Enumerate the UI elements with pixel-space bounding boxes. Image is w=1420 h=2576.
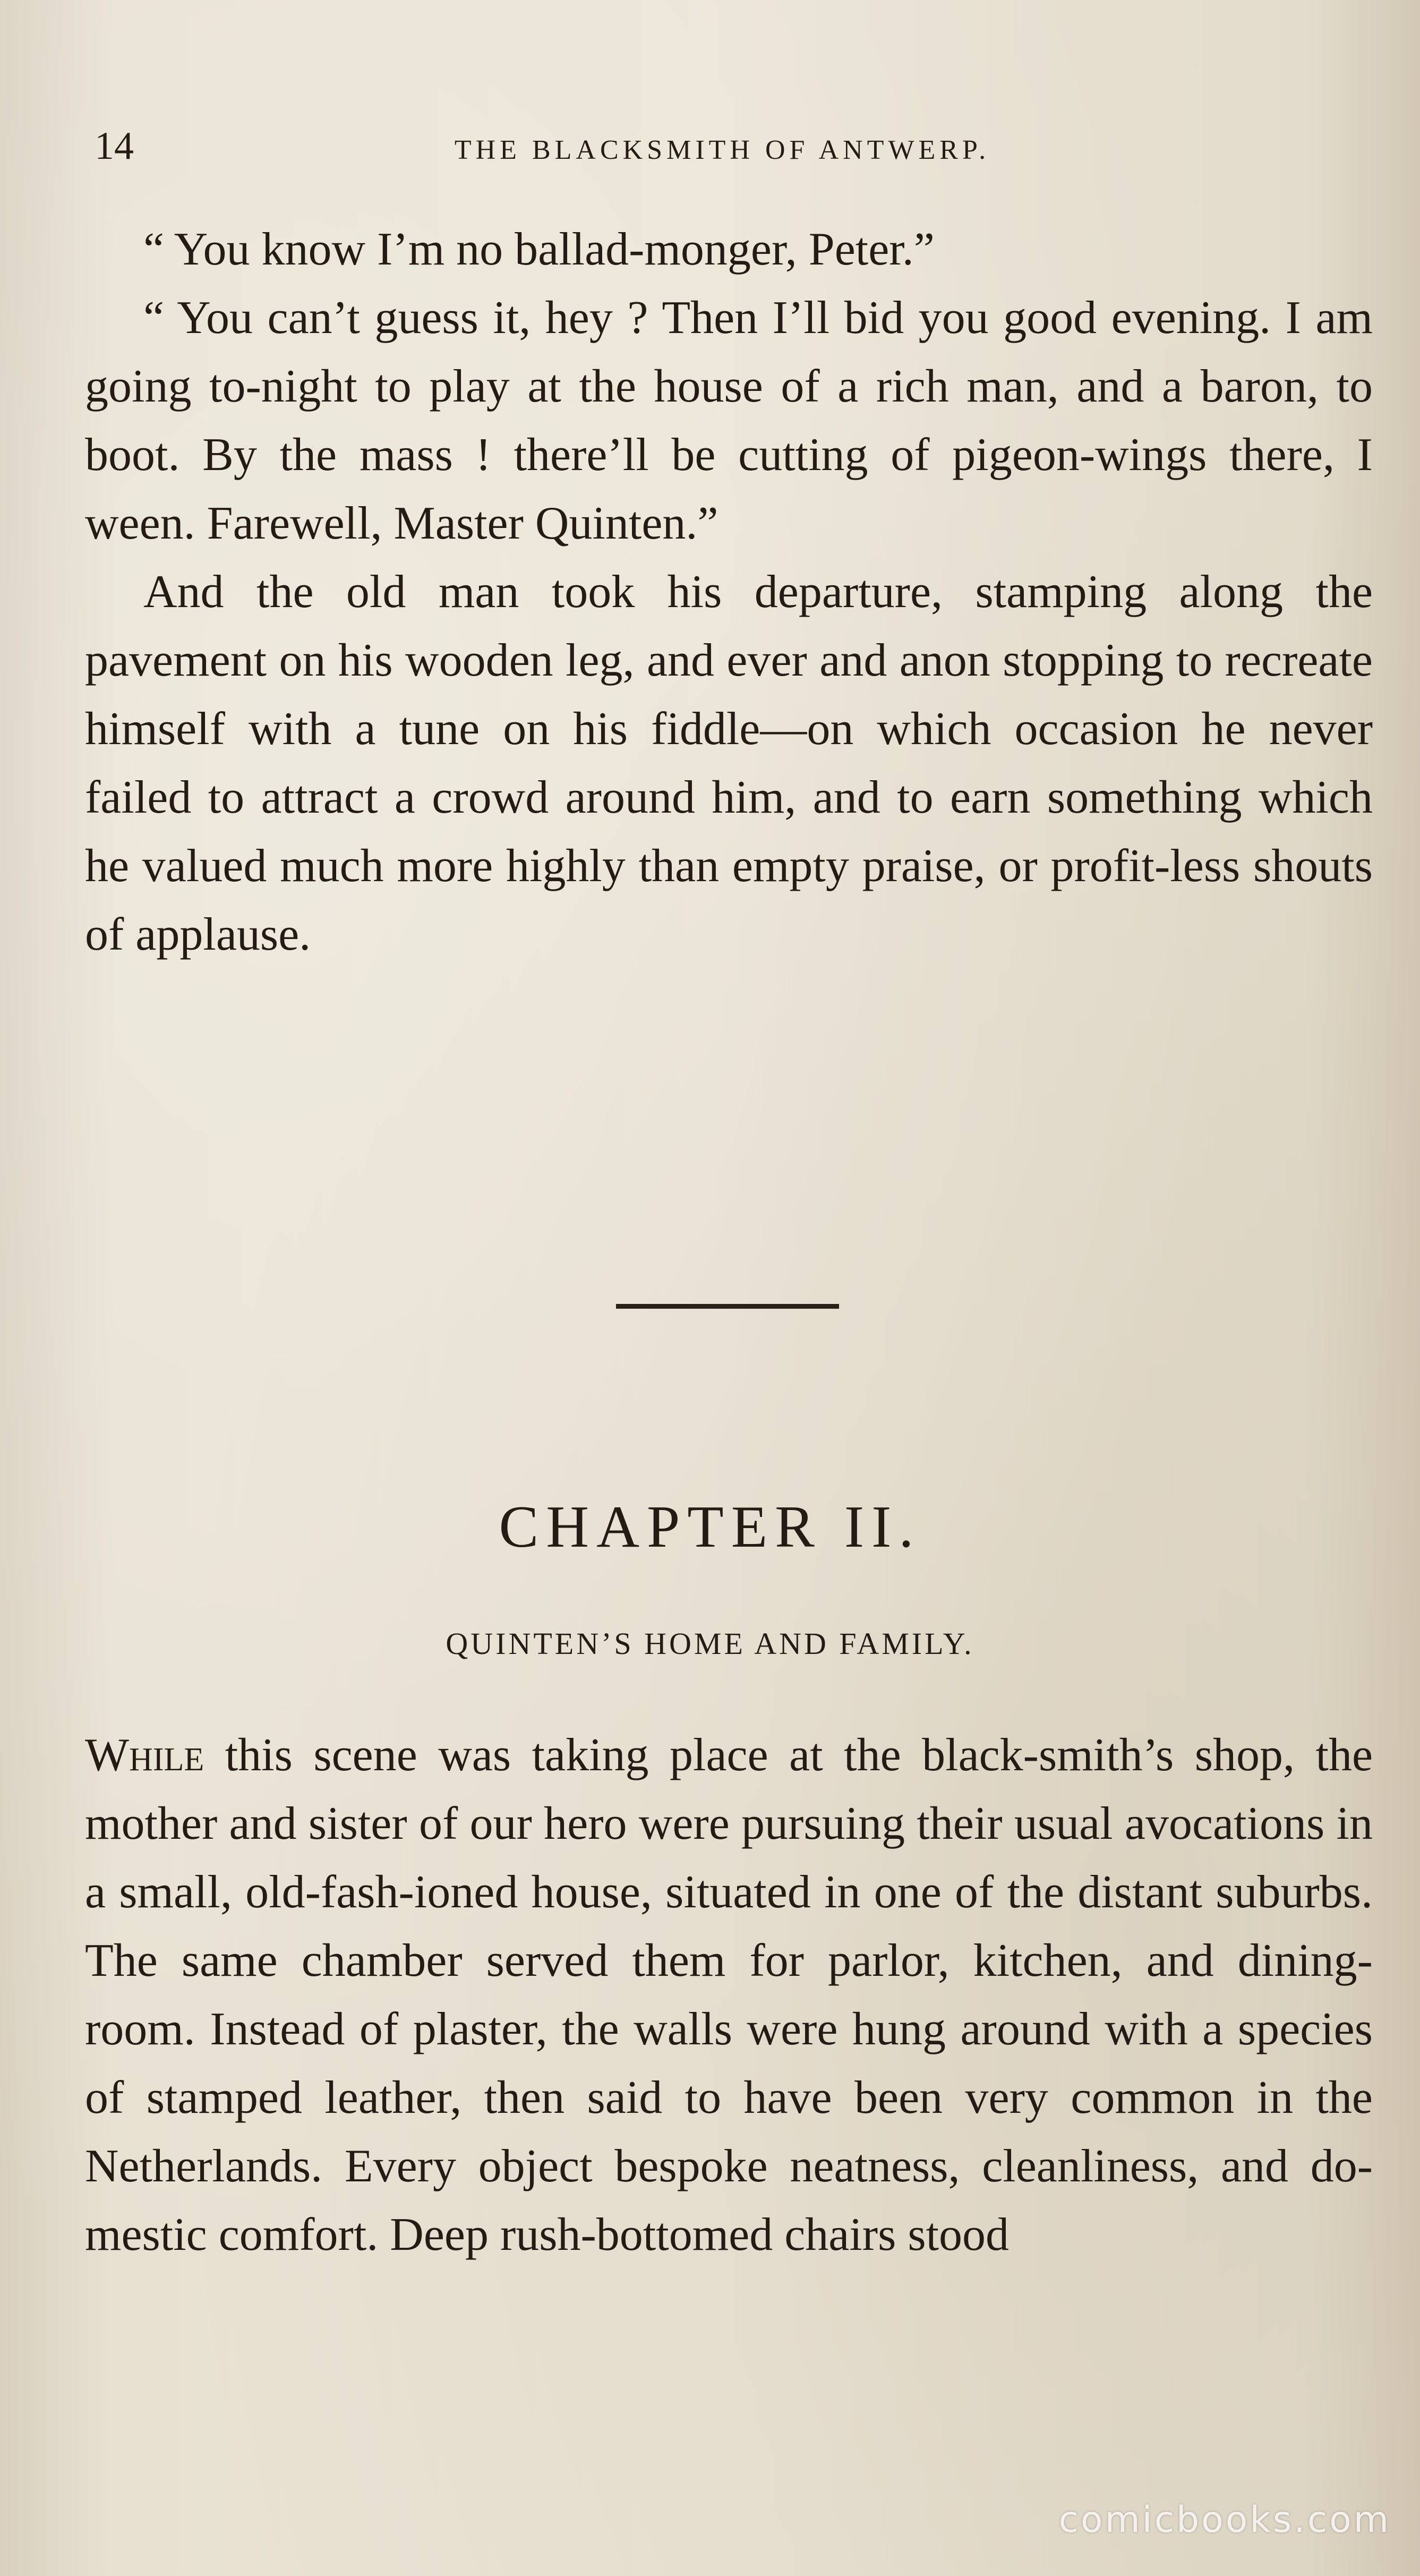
- watermark: comicbooks.com: [1058, 2499, 1391, 2541]
- paragraph: And the old man took his departure, stamping along the pavement on his wooden leg, and ever and anon stopping to recreate himself with a tune on his fiddle—on which occasion he never failed to attract a crowd around him, and to earn something which he valued much more highly than empty praise, or profit-less shouts of applause.: [85, 566, 1373, 960]
- opening-word: While: [85, 1729, 204, 1781]
- page-number: 14: [95, 124, 134, 168]
- continued-text: [85, 215, 1373, 969]
- paragraph: “ You can’t guess it, hey ? Then I’ll bid you good evening. I am going to-night to play at the house of a rich man, and a baron, to boot. By the mass ! there’ll be cutting of pigeon-wings there, I ween. Farewell, Master Quinten.”: [85, 292, 1373, 549]
- opening-paragraph-text: this scene was taking place at the black-smith’s shop, the mother and sister of our hero were pursuing their usual avocations in a small, old-fash-ioned house, situated in one of the distant suburbs. The same chamber served them for parlor, kitchen, and dining-room. Instead of plaster, the walls were hung around with a species of stamped leather, then said to have been very common in the Netherlands. Every object bespoke neatness, cleanliness, and do-mestic comfort. Deep rush-bottomed chairs stood: [85, 1729, 1373, 2261]
- chapter-subtitle: QUINTEN’S HOME AND FAMILY.: [446, 1626, 974, 1661]
- chapter-opening-text: [85, 1721, 1373, 2269]
- opening-paragraph: [85, 1721, 1373, 2269]
- running-title: THE BLACKSMITH OF ANTWERP.: [454, 135, 990, 165]
- running-head: [80, 117, 1365, 175]
- paragraph: “ You know I’m no ballad-monger, Peter.”: [143, 224, 935, 275]
- chapter-heading: CHAPTER II.: [499, 1494, 921, 1560]
- section-divider-rule: [616, 1304, 839, 1309]
